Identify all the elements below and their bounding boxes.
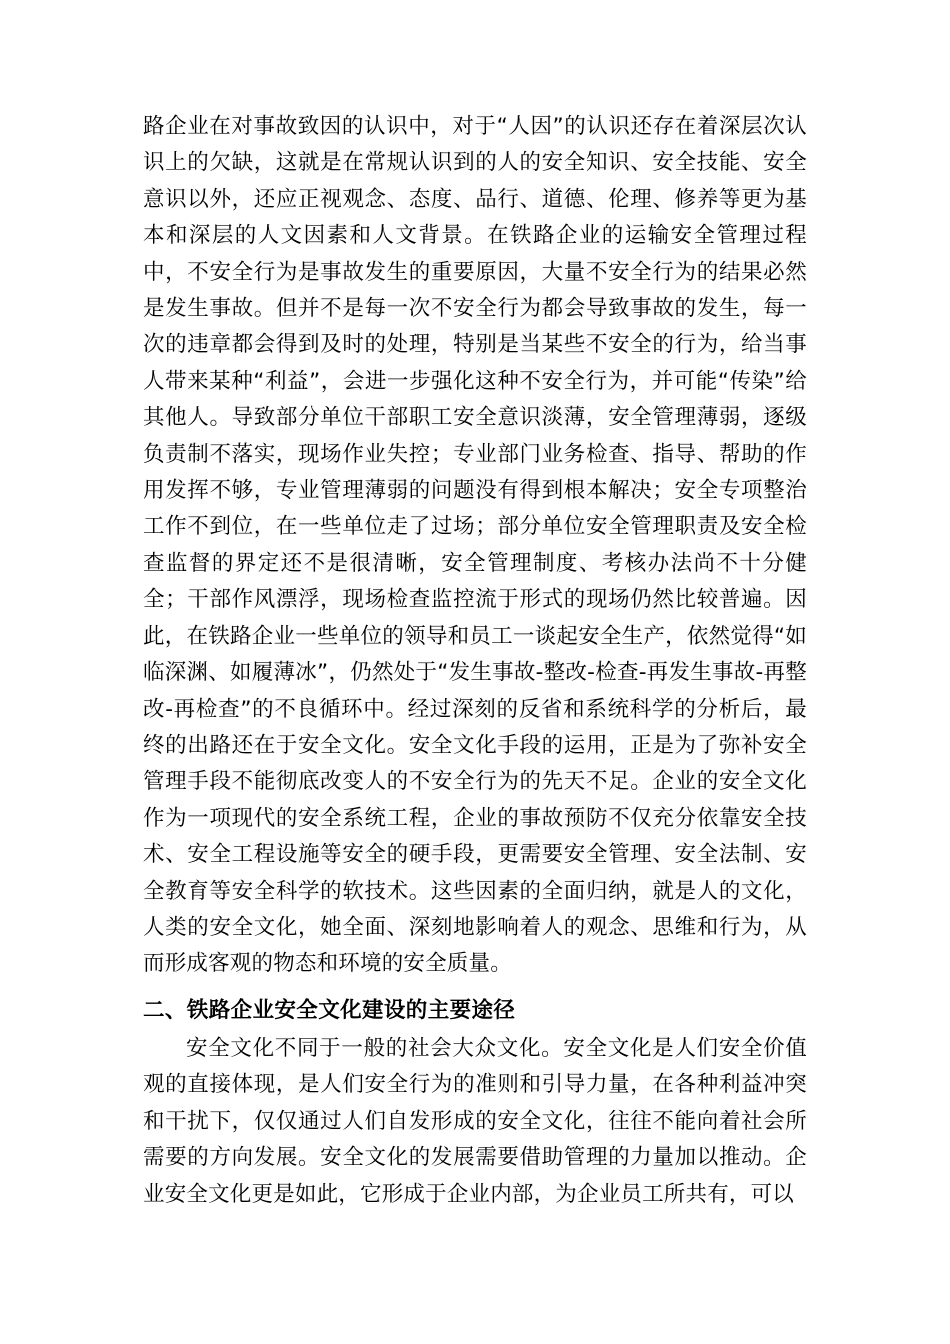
body-paragraph: 路企业在对事故致因的认识中，对于“人因”的认识还存在着深层次认识上的欠缺，这就是在常规认识到的人的安全知识、安全技能、安全意识以外，还应正视观念、态度、品行、道德、伦理、修养等更为基本和深层的人文因素和人文背景。在铁路企业的运输安全管理过程中，不安全行为是事故发生的重要原因，大量不安全行为的结果必然是发生事故。但并不是每一次不安全行为都会导致事故的发生，每一次的违章都会得到及时的处理，特别是当某些不安全的行为，给当事人带来某种“利益”，会进一步强化这种不安全行为，并可能“传染”给其他人。导致部分单位干部职工安全意识淡薄，安全管理薄弱，逐级负责制不落实，现场作业失控；专业部门业务检查、指导、帮助的作用发挥不够，专业管理薄弱的问题没有得到根本解决；安全专项整治工作不到位，在一些单位走了过场；部分单位安全管理职责及安全检查监督的界定还不是很清晰，安全管理制度、考核办法尚不十分健全；干部作风漂浮，现场检查监控流于形式的现场仍然比较普遍。因此，在铁路企业一些单位的领导和员工一谈起安全生产，依然觉得“如临深渊、如履薄冰”，仍然处于“发生事故-整改-检查-再发生事故-再整改-再检查”的不良循环中。经过深刻的反省和系统科学的分析后，最终的出路还在于安全文化。安全文化手段的运用，正是为了弥补安全管理手段不能彻底改变人的不安全行为的先天不足。企业的安全文化作为一项现代的安全系统工程，企业的事故预防不仅充分依靠安全技术、安全工程设施等安全的硬手段，更需要安全管理、安全法制、安全教育等安全科学的软技术。这些因素的全面归纳，就是人的文化，人类的安全文化，她全面、深刻地影响着人的观念、思维和行为，从而形成客观的物态和环境的安全质量。 bbox=[143, 114, 807, 977]
section-heading: 二、铁路企业安全文化建设的主要途径 bbox=[143, 997, 516, 1023]
body-paragraph: 安全文化不同于一般的社会大众文化。安全文化是人们安全价值观的直接体现，是人们安全行为的准则和引导力量，在各种利益冲突和干扰下，仅仅通过人们自发形成的安全文化，往往不能向着社会所需要的方向发展。安全文化的发展需要借助管理的力量加以推动。企业安全文化更是如此，它形成于企业内部，为企业员工所共有，可以 bbox=[143, 1036, 807, 1207]
